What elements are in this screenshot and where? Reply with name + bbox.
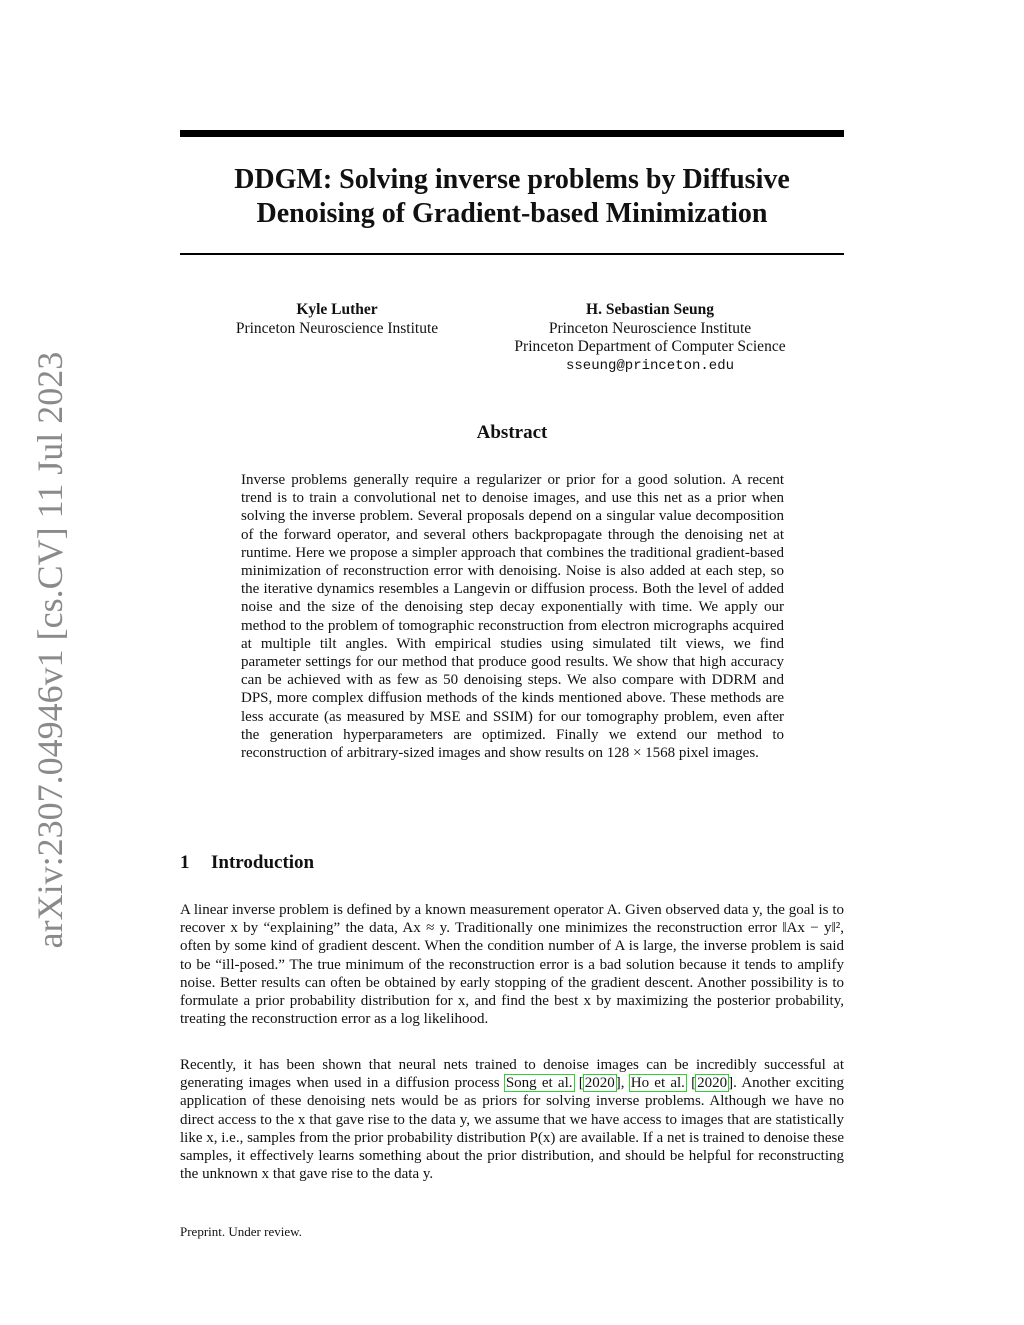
section-number: 1 (180, 852, 190, 873)
author-affiliation-2: Princeton Department of Computer Science (514, 338, 786, 355)
citation-bracket: ], (615, 1075, 630, 1092)
citation-bracket: ] (728, 1075, 734, 1092)
citation-year-link-song[interactable]: 2020 (584, 1075, 615, 1092)
author-affiliation: Princeton Neuroscience Institute (235, 319, 439, 337)
intro-paragraph-1: A linear inverse problem is defined by a known measurement operator A. Given observed data y, the goal is to recover x by “explaining” the data, Ax ≈ y. Traditionally one minimizes the reconstruction error ‖Ax − y‖², often by some kind of gradient descent. When the condition number of A is large, the inverse problem is said to be “ill-posed.” The true minimum of the reconstruction error is a bad solution because it tends to amplify noise. Better results can often be obtained by early stopping of the gradient descent. Another possibility is to formulate a prior probability distribution for x, and find the best x by maximizing the posterior probability, treating the reconstruction error as a log likelihood. (180, 902, 844, 1028)
paper-title-line-1: DDGM: Solving inverse problems by Diffusive (234, 164, 790, 195)
citation-bracket: [ (573, 1075, 584, 1092)
intro-p2-text-start: Recently, it has been shown that neural nets trained to denoise images can be incredibly successful at generating images when used in a diffusion process (180, 1057, 844, 1092)
citation-year-link-ho[interactable]: 2020 (697, 1075, 728, 1092)
citation-link-song[interactable]: Song et al. (505, 1075, 573, 1092)
author-block-2 (480, 301, 820, 375)
author-email: sseung@princeton.edu (565, 357, 735, 374)
footer-note: Preprint. Under review. (180, 1224, 302, 1239)
arxiv-identifier-stamp: arXiv:2307.04946v1 [cs.CV] 11 Jul 2023 (30, 351, 70, 949)
citation-link-ho[interactable]: Ho et al. (630, 1075, 685, 1092)
paper-title (180, 163, 844, 231)
intro-paragraph-2 (180, 1056, 844, 1183)
intro-p2-text-end: . Another exciting application of these denoising nets would be as priors for solving inverse problems. Although we have no direct access to the x that gave rise to the data y, we assume that we have access to images that are statistically like x, i.e., samples from the prior probability distribution P(x) are available. If a net is trained to denoise these samples, it effectively learns something about the prior distribution, and should be helpful for reconstructing the unknown x that gave rise to the data y. (180, 1075, 845, 1183)
author-name: H. Sebastian Seung (586, 301, 714, 318)
paper-title-line-2: Denoising of Gradient-based Minimization (256, 198, 768, 229)
author-name: Kyle Luther (296, 301, 378, 318)
title-top-rule (180, 130, 844, 137)
title-bottom-rule (180, 253, 844, 255)
abstract-heading: Abstract (476, 422, 548, 443)
section-heading-introduction (180, 852, 314, 874)
abstract-text: Inverse problems generally require a regularizer or prior for a good solution. A recent trend is to train a convolutional net to denoise images, and use this net as a prior when solving the inverse problem. Several proposals depend on a singular value decomposition of the forward operator, and several others backpropagate through the denoising net at runtime. Here we propose a simpler approach that combines the traditional gradient-based minimization of reconstruction error with denoising. Noise is also added at each step, so the iterative dynamics resembles a Langevin or diffusion process. Both the level of added noise and the size of the denoising step decay exponentially with time. We apply our method to the problem of tomographic reconstruction from electron micrographs acquired at multiple tilt angles. With empirical studies using simulated tilt views, we find parameter settings for our method that produce good results. We show that high accuracy can be achieved with as few as 50 denoising steps. We also compare with DDRM and DPS, more complex diffusion methods of the kinds mentioned above. These methods are less accurate (as measured by MSE and SSIM) for our tomography problem, even after the generation hyperparameters are optimized. Finally we extend our method to reconstruction of arbitrary-sized images and show results on 128 × 1568 pixel images. (241, 472, 784, 762)
author-affiliation: Princeton Neuroscience Institute (548, 319, 752, 337)
author-block-1 (212, 301, 462, 338)
citation-bracket: [ (685, 1075, 697, 1092)
section-title: Introduction (211, 852, 315, 873)
